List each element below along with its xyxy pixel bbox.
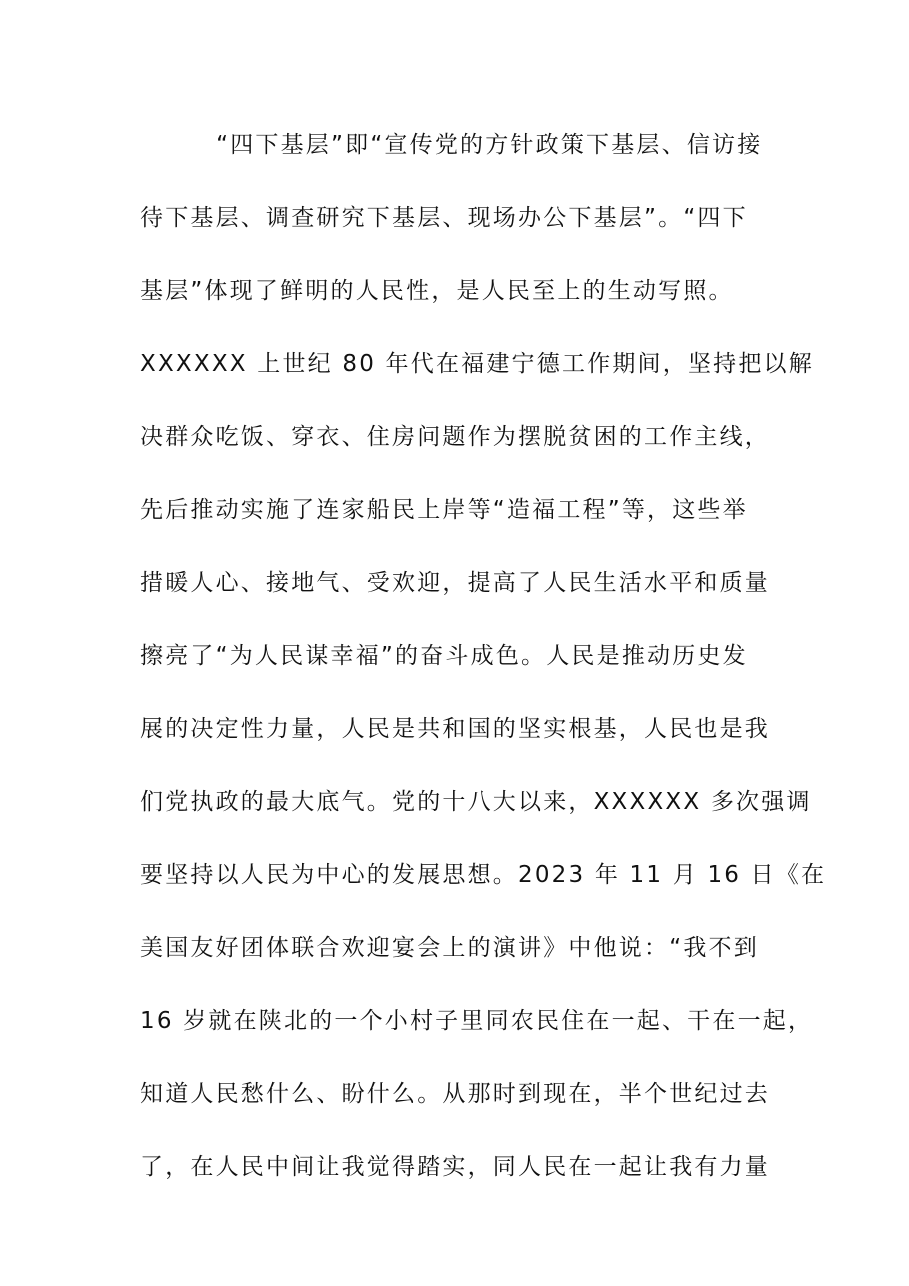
text-line: XXXXXX 上世纪 80 年代在福建宁德工作期间，坚持把以解 bbox=[140, 351, 814, 377]
text-line: 措暖人心、接地气、受欢迎，提高了人民生活水平和质量 bbox=[140, 570, 770, 596]
text-line: 先后推动实施了连家船民上岸等“造福工程”等，这些举 bbox=[140, 497, 748, 523]
text-line: 基层”体现了鲜明的人民性，是人民至上的生动写照。 bbox=[140, 278, 734, 304]
text-line: 美国友好团体联合欢迎宴会上的演讲》中他说：“我不到 bbox=[140, 935, 759, 961]
text-line: 知道人民愁什么、盼什么。从那时到现在，半个世纪过去 bbox=[140, 1081, 770, 1107]
body-paragraph bbox=[140, 122, 827, 1217]
text-line: 了，在人民中间让我觉得踏实，同人民在一起让我有力量 bbox=[140, 1154, 770, 1180]
text-line: 擦亮了“为人民谋幸福”的奋斗成色。人民是推动历史发 bbox=[140, 643, 748, 669]
text-line: 决群众吃饭、穿衣、住房问题作为摆脱贫困的工作主线， bbox=[140, 424, 770, 450]
text-line: “四下基层”即“宣传党的方针政策下基层、信访接 bbox=[140, 132, 763, 158]
text-line: 展的决定性力量，人民是共和国的坚实根基，人民也是我 bbox=[140, 716, 770, 742]
text-line: 要坚持以人民为中心的发展思想。2023 年 11 月 16 日《在 bbox=[140, 862, 827, 888]
text-line: 16 岁就在陕北的一个小村子里同农民住在一起、干在一起， bbox=[140, 1008, 814, 1034]
text-line: 待下基层、调查研究下基层、现场办公下基层”。“四下 bbox=[140, 205, 748, 231]
text-line: 们党执政的最大底气。党的十八大以来，XXXXXX 多次强调 bbox=[140, 789, 812, 815]
